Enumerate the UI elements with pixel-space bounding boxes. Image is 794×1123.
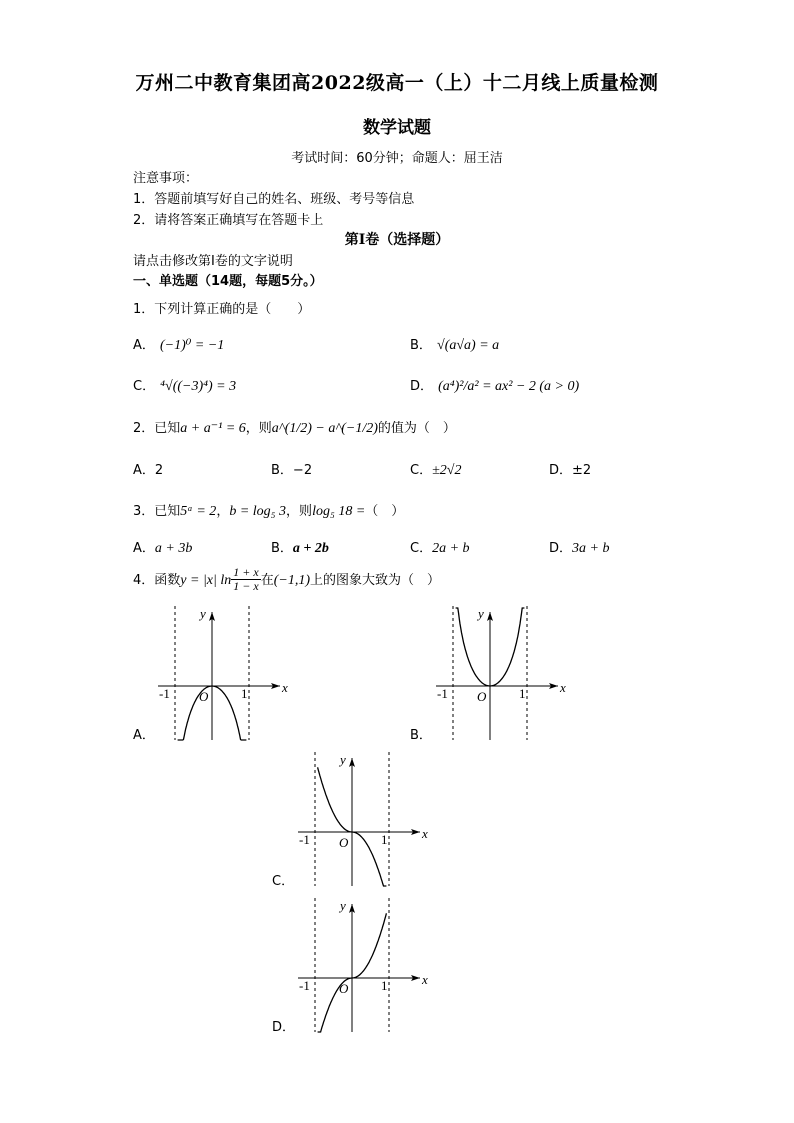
q2-b-value: −2 [292, 463, 313, 478]
q4-graph-d [290, 896, 430, 1032]
q2-option-b[interactable] [271, 459, 312, 478]
notes-item-1: 1．答题前填写好自己的姓名、班级、考号等信息 [133, 192, 415, 207]
q3-condition-2: b = log₅ 3 [229, 504, 287, 519]
graph-canvas [428, 604, 568, 740]
y-axis-label: y [478, 606, 484, 621]
q2-a-label: A． [133, 463, 155, 478]
q2-stem [133, 417, 456, 437]
q2-c-label: C． [410, 463, 433, 478]
q2-d-value: ±2 [572, 463, 592, 478]
q1-a-label: A． [133, 338, 155, 353]
q3-stem-mid: ，则 [286, 504, 313, 519]
q3-option-c[interactable] [410, 537, 470, 557]
q2-option-c[interactable] [410, 459, 461, 479]
y-axis-label: y [340, 898, 346, 913]
tick-label-1: 1 [381, 978, 388, 993]
q3-separator: ， [216, 504, 230, 519]
q3-a-label: A． [133, 541, 155, 556]
tick-label-neg1: -1 [159, 686, 170, 701]
tick-label-neg1: -1 [437, 686, 448, 701]
q4-graph-c [290, 750, 430, 886]
q1-stem: 1．下列计算正确的是（ ） [133, 302, 311, 317]
q3-d-label: D． [549, 541, 573, 556]
q4-stem-pre: 4．函数 [133, 573, 181, 588]
q4-b-label: B． [410, 728, 432, 743]
q2-stem-post: 的值为（ ） [377, 421, 456, 436]
graph-canvas [290, 750, 430, 886]
q3-a-value: a + 3b [154, 541, 193, 556]
q4-c-label: C． [272, 874, 295, 889]
q3-option-a[interactable] [133, 537, 192, 557]
x-axis-label: x [422, 972, 428, 987]
origin-label: O [339, 981, 349, 996]
y-axis-label: y [200, 606, 206, 621]
q3-d-value: 3a + b [572, 541, 610, 556]
tick-label-1: 1 [241, 686, 248, 701]
q4-interval: (−1,1) [273, 573, 310, 588]
q2-option-d[interactable] [549, 459, 591, 478]
q1-d-label: D． [410, 379, 434, 394]
q4-graph-a [150, 604, 290, 740]
q2-b-label: B． [271, 463, 293, 478]
origin-label: O [477, 689, 487, 704]
q2-stem-pre: 2．已知 [133, 421, 181, 436]
q4-stem-post: 上的图象大致为（ ） [309, 573, 440, 588]
q3-stem [133, 500, 404, 520]
q1-a-expr: (−1)⁰ = −1 [160, 338, 225, 353]
exam-title: 万州二中教育集团高2022级高一（上）十二月线上质量检测 [135, 72, 659, 94]
q4-d-label: D． [272, 1020, 296, 1035]
q1-d-expr: (a⁴)²/a² = ax² − 2 (a > 0) [438, 379, 580, 394]
subject-title: 数学试题 [363, 118, 431, 138]
q4-function: y = |x| ln [180, 573, 232, 588]
q2-a-value: 2 [154, 463, 164, 478]
x-axis-label: x [422, 826, 428, 841]
y-axis-label: y [340, 752, 346, 767]
q3-expression: log₅ 18 = [312, 504, 366, 519]
notes-item-2: 2．请将答案正确填写在答题卡上 [133, 213, 324, 228]
q2-option-a[interactable] [133, 459, 163, 478]
q1-option-c[interactable] [133, 375, 236, 395]
q2-c-value: ±2√2 [432, 463, 462, 478]
volume-title: 第I卷（选择题） [344, 232, 450, 248]
q1-option-d[interactable] [410, 375, 579, 395]
q1-b-expr: √(a√a) = a [437, 338, 500, 353]
q3-c-label: C． [410, 541, 433, 556]
q3-stem-pre: 3．已知 [133, 504, 181, 519]
q1-c-label: C． [133, 379, 156, 394]
q1-option-a[interactable] [133, 334, 224, 354]
q4-stem [133, 566, 440, 593]
q3-b-label: B． [271, 541, 293, 556]
q4-graph-b [428, 604, 568, 740]
q4-frac-num: 1 + x [233, 565, 259, 579]
q1-b-label: B． [410, 338, 432, 353]
q1-c-expr: ⁴√((−3)⁴) = 3 [160, 379, 237, 394]
graph-canvas [290, 896, 430, 1032]
q3-b-value: a + 2b [292, 541, 329, 556]
tick-label-1: 1 [381, 832, 388, 847]
q4-frac-den: 1 − x [233, 579, 259, 593]
exam-info: 考试时间：60分钟；命题人：屈王洁 [291, 151, 503, 166]
q2-condition: a + a⁻¹ = 6 [180, 421, 246, 436]
q3-option-b[interactable] [271, 537, 329, 557]
q4-stem-mid: 在 [260, 573, 274, 588]
x-axis-label: x [282, 680, 288, 695]
tick-label-neg1: -1 [299, 832, 310, 847]
volume-hint: 请点击修改第I卷的文字说明 [133, 254, 293, 269]
q2-stem-mid: ，则 [245, 421, 272, 436]
q3-stem-post: （ ） [365, 504, 405, 519]
graph-canvas [150, 604, 290, 740]
q3-condition-1: 5ᵃ = 2 [180, 504, 217, 519]
q4-a-label: A． [133, 728, 155, 743]
q2-d-label: D． [549, 463, 573, 478]
origin-label: O [199, 689, 209, 704]
tick-label-neg1: -1 [299, 978, 310, 993]
origin-label: O [339, 835, 349, 850]
q2-expression: a^(1/2) − a^(−1/2) [271, 421, 378, 436]
q1-option-b[interactable] [410, 334, 499, 354]
tick-label-1: 1 [519, 686, 526, 701]
section-heading: 一、单选题（14题，每题5分。） [133, 274, 323, 289]
x-axis-label: x [560, 680, 566, 695]
q3-c-value: 2a + b [432, 541, 470, 556]
notes-heading: 注意事项： [133, 171, 199, 186]
q4-fraction [231, 566, 260, 593]
q3-option-d[interactable] [549, 537, 609, 557]
